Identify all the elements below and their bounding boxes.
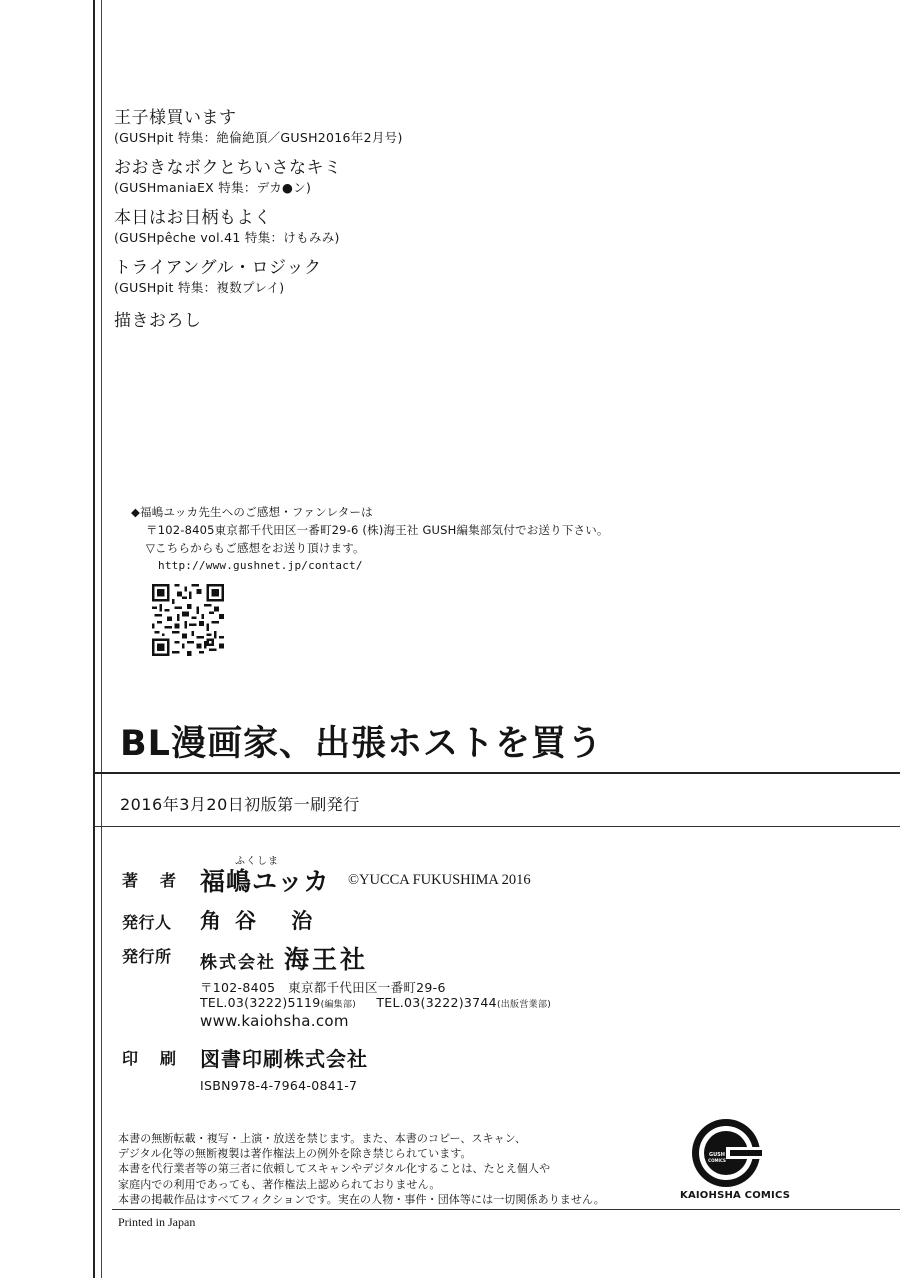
qr-code[interactable] bbox=[152, 584, 224, 656]
divider bbox=[95, 772, 900, 774]
page-border-line bbox=[93, 0, 95, 1278]
story-entry bbox=[114, 107, 814, 146]
divider bbox=[95, 826, 900, 827]
disclaimer-line: 本書の無断転載・複写・上演・放送を禁じます。また、本書のコピー、スキャン、 bbox=[118, 1132, 527, 1145]
copyright-disclaimer bbox=[118, 1131, 605, 1207]
phone-editorial: TEL.03(3222)5119 bbox=[200, 995, 321, 1010]
phone-sales-note: (出版営業部) bbox=[496, 1000, 552, 1010]
website-link[interactable]: www.kaiohsha.com bbox=[200, 1012, 349, 1030]
contact-url-link[interactable]: http://www.gushnet.jp/contact/ bbox=[158, 559, 363, 572]
fan-letter-address: 〒102-8405東京都千代田区一番町29-6 (株)海王社 GUSH編集部気付でお送り下さい。 bbox=[146, 523, 609, 537]
story-source: (GUSHmaniaEX 特集：デカ●ン) bbox=[114, 180, 312, 195]
printer-label: 印刷 bbox=[122, 1049, 199, 1068]
story-source: (GUSHpit 特集：絶倫絶頂／GUSH2016年2月号) bbox=[114, 130, 403, 145]
story-title: 王子様買います bbox=[114, 108, 237, 128]
story-source: (GUSHpêche vol.41 特集：けもみみ) bbox=[114, 230, 340, 245]
svg-text:COMICS: COMICS bbox=[708, 1158, 726, 1163]
company-name bbox=[200, 940, 368, 976]
publisher-name: 角谷 治 bbox=[200, 909, 327, 933]
printer-name: 図書印刷株式会社 bbox=[200, 1047, 368, 1071]
disclaimer-line: 本書を代行業者等の第三者に依頼してスキャンやデジタル化することは、たとえ個人や bbox=[118, 1162, 551, 1176]
disclaimer-line: 家庭内での利用であっても、著作権法上認められておりません。 bbox=[118, 1177, 441, 1191]
story-entry bbox=[114, 207, 814, 246]
printed-in-japan: Printed in Japan bbox=[118, 1215, 196, 1229]
publisher-label: 発行人 bbox=[122, 913, 172, 932]
author-name: 福嶋ユッカ bbox=[200, 867, 330, 896]
company-prefix: 株式会社 bbox=[200, 953, 276, 972]
fan-letter-info bbox=[131, 503, 609, 575]
gush-comics-logo-icon bbox=[690, 1117, 762, 1189]
logo-label: KAIOHSHA COMICS bbox=[680, 1190, 791, 1201]
author-label: 著者 bbox=[122, 871, 199, 890]
story-source: (GUSHpit 特集：複数プレイ) bbox=[114, 280, 285, 295]
company-phone-line bbox=[200, 995, 551, 1010]
phone-sales: TEL.03(3222)3744 bbox=[376, 995, 497, 1010]
company-address: 〒102-8405 東京都千代田区一番町29-6 bbox=[200, 980, 446, 995]
contents-list bbox=[114, 107, 814, 343]
disclaimer-line: 本書の掲載作品はすべてフィクションです。実在の人物・事件・団体等には一切関係ありません。 bbox=[118, 1192, 605, 1206]
story-entry bbox=[114, 157, 814, 196]
disclaimer-line: デジタル化等の無断複製は著作権法上の例外を除き禁じられています。 bbox=[118, 1147, 472, 1161]
phone-editorial-note: (編集部) bbox=[320, 1000, 357, 1010]
svg-text:GUSH: GUSH bbox=[709, 1152, 725, 1158]
copyright-notice: ©YUCCA FUKUSHIMA 2016 bbox=[348, 872, 531, 888]
story-title: おおきなボクとちいさなキミ bbox=[114, 158, 342, 178]
divider bbox=[112, 1209, 900, 1210]
story-title: 描きおろし bbox=[114, 311, 202, 331]
author-furigana: ふくしま bbox=[235, 856, 279, 867]
company-label: 発行所 bbox=[122, 947, 172, 966]
story-title: 本日はお日柄もよく bbox=[114, 208, 272, 228]
story-entry bbox=[114, 310, 814, 332]
fan-letter-line: ◆福嶋ユッカ先生へのご感想・ファンレターは bbox=[131, 505, 373, 519]
fan-letter-line: ▽こちらからもご感想をお送り頂けます。 bbox=[146, 541, 365, 555]
company-main-name: 海王社 bbox=[284, 947, 369, 974]
book-title: BL漫画家、出張ホストを買う bbox=[120, 724, 603, 764]
story-title: トライアングル・ロジック bbox=[114, 258, 322, 278]
isbn: ISBN978-4-7964-0841-7 bbox=[200, 1078, 358, 1093]
story-entry bbox=[114, 257, 814, 296]
edition-date: 2016年3月20日初版第一刷発行 bbox=[120, 795, 360, 814]
page-border-line-inner bbox=[101, 0, 102, 1278]
